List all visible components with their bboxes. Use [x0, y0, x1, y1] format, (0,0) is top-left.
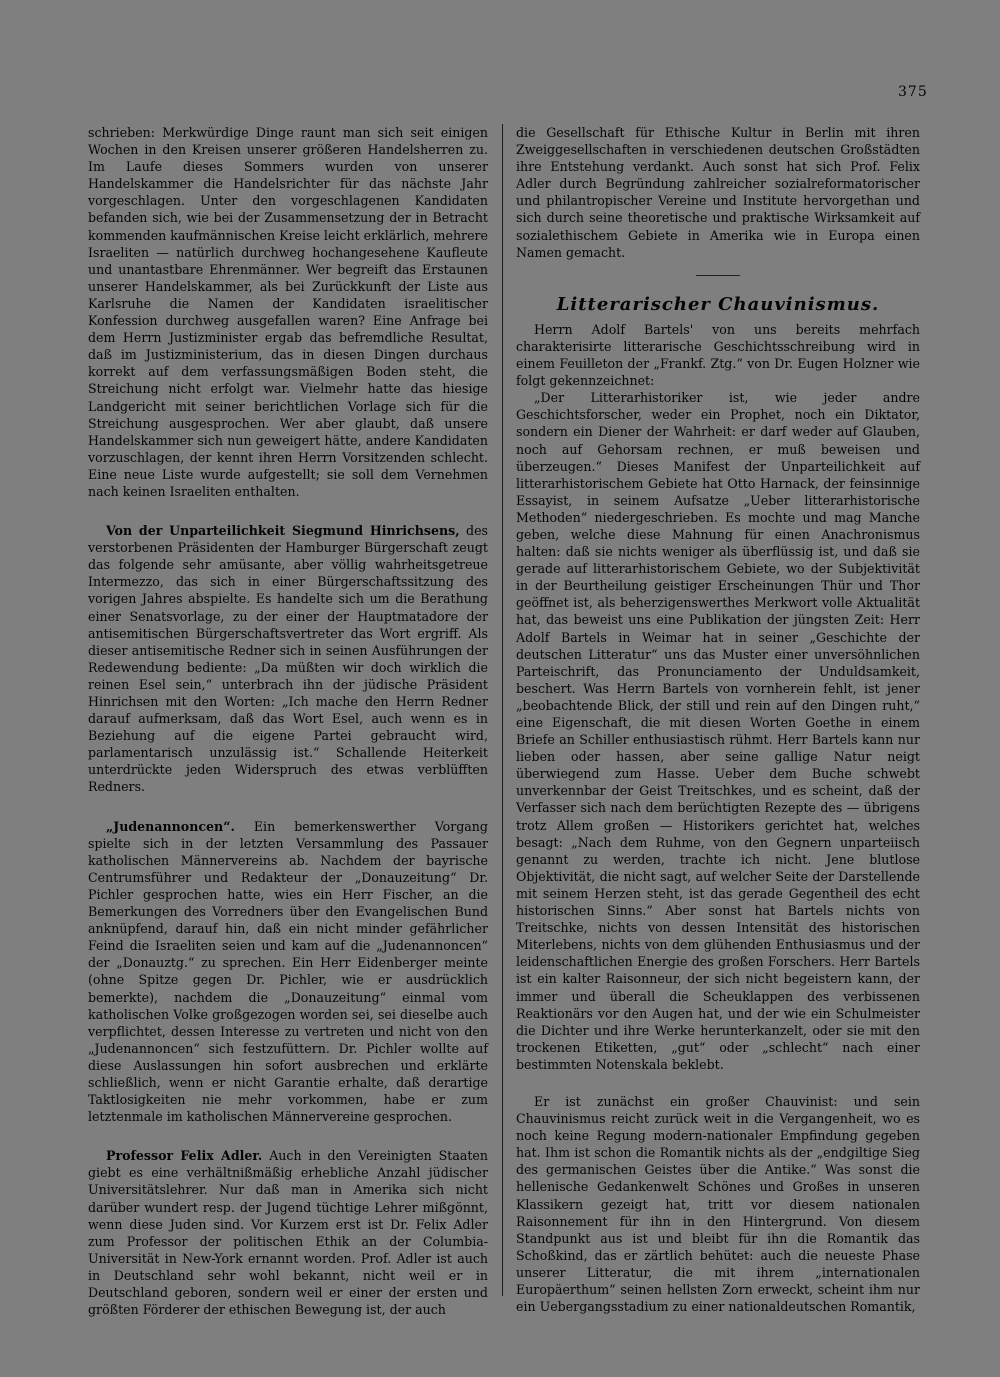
run-in-heading: „Judenannoncen“. [106, 818, 235, 834]
run-in-heading: Von der Unparteilichkeit Siegmund Hinrichsens, [106, 523, 460, 539]
run-in-heading: Professor Felix Adler. [106, 1148, 263, 1164]
paragraph-felix-adler [88, 1147, 488, 1318]
paragraph-spacer [88, 1125, 488, 1147]
paragraph-judenannoncen [88, 818, 488, 1126]
section-heading: Litterarischer Chauvinismus. [556, 293, 880, 315]
section-divider [696, 275, 740, 276]
paragraph-hinrichsen [88, 522, 488, 796]
paragraph-spacer [88, 500, 488, 522]
paragraph-bartels-quote: „Der Litterarhistoriker ist, wie jeder andre Geschichtsforscher, weder ein Prophet, noch ein Diktator, sondern ein Diener der Wahrheit: er darf weder auf Glauben, noch auf Gehorsam rechnen, er muß beweisen und überzeugen.“ Dieses Manifest der Unparteilichkeit auf litterarhistorischem Gebiete hat Otto Harnack, der feinsinnige Essayist, in seinem Aufsatze „Ueber litterarhistorische Methoden“ niedergeschrieben. Es mochte und mag Manche geben, welche diese Mahnung für einen Anachronismus halten: daß sie nichts weniger als überflüssig ist, und daß sie gerade auf litterarhistorischem Gebiete, wo der Subjektivität in der Beurtheilung geistiger Erscheinungen Thür und Thor geöffnet ist, als beherzigenswerthes Merkwort volle Aktualität hat, das beweist uns eine Publikation der jüngsten Zeit: Herr Adolf Bartels in Weimar hat in seiner „Geschichte der deutschen Litteratur“ uns das Muster einer unversöhnlichen Parteischrift, das Pronunciamento der Unduldsamkeit, beschert. Was Herrn Bartels von vornherein fehlt, ist jener „beobachtende Blick, der still und rein auf den Dingen ruht,“ eine Eigenschaft, die mit diesen Worten Goethe in einem Briefe an Schiller enthusiastisch rühmt. Herr Bartels kann nur lieben oder hassen, aber seine gallige Natur neigt überwiegend zum Hasse. Ueber dem Buche schwebt unverkennbar der Geist Treitschkes, und es scheint, daß der Verfasser sich nach dem berüchtigten Rezepte des — übrigens trotz Allem großen — Historikers gerichtet hat, welches besagt: „Nach dem Ruhme, von den Gegnern unparteiisch genannt zu werden, trachte ich nicht. Jene blutlose Objektivität, die nicht sagt, auf welcher Seite der Darstellende mit seinem Herzen steht, ist das gerade Gegentheil des echt historischen Sinns.“ Aber sonst hat Bartels nichts von Treitschke, nichts von dessen Intensität des historischen Miterlebens, nichts von dem glühenden Enthusiasmus und der leidenschaftlichen Energie des großen Forschers. Herr Bartels ist ein kalter Raisonneur, der sich nicht begeistern kann, der immer und überall die Scheuklappen des verbissenen Reaktionärs vor den Augen hat, und der wie ein Schulmeister die Dichter und ihre Werke herunterkanzelt, oder sie mit den trockenen Etiketten, „gut“ oder „schlecht“ nach einer bestimmten Notenskala beklebt. [516, 390, 920, 1072]
paragraph-text: Auch in den Vereinigten Staaten giebt es eine verhältnißmäßig erhebliche Anzahl jüdischer Universitätslehrer. Nur daß man in Amerika sich nicht darüber wundert resp. der Jugend tüchtige Lehrer mißgönnt, wenn diese Juden sind. Vor Kurzem erst ist Dr. Felix Adler zum Professor der politischen Ethik an der Columbia-Universität in New-York ernannt worden. Prof. Adler ist auch in Deutschland sehr wohl bekannt, nicht weil er in Deutschland geboren, sondern weil er einer der ersten und größten Förderer der ethischen Bewegung ist, der auch [88, 1148, 488, 1318]
right-column [516, 124, 920, 1315]
paragraph-text: des verstorbenen Präsidenten der Hamburger Bürgerschaft zeugt das folgende sehr amüsante, aber völlig wahrheitsgetreue Intermezzo, das sich in einer Bürgerschaftssitzung des vorigen Jahres abspielte. Es handelte sich um die Berathung einer Senatsvorlage, zu der einer der Hauptmatadore der antisemitischen Bürgerschaftsvertreter das Wort ergriff. Als dieser antisemitische Redner sich in seinen Ausführungen der Redewendung bediente: „Da müßten wir doch wirklich die reinen Esel sein,“ unterbrach ihn der jüdische Präsident Hinrichsen mit den Worten: „Ich mache den Herrn Redner darauf aufmerksam, daß das Wort Esel, auch wenn es in Beziehung auf die eigene Partei gebraucht wird, parlamentarisch unzulässig ist.“ Schallende Heiterkeit unterdrückte jeden Widerspruch des etwas verblüfften Redners. [88, 523, 488, 795]
paragraph-bartels-intro: Herrn Adolf Bartels' von uns bereits mehrfach charakterisirte litterarische Geschichtsschreibung wird in einem Feuilleton der „Frankf. Ztg.“ von Dr. Eugen Holzner wie folgt gekennzeichnet: [516, 321, 920, 389]
page-number: 375 [898, 84, 928, 100]
column-divider [502, 124, 503, 1296]
paragraph-ethische-kultur: die Gesellschaft für Ethische Kultur in Berlin mit ihren Zweiggesellschaften in verschiedenen deutschen Großstädten ihre Entstehung verdankt. Auch sonst hat sich Prof. Felix Adler durch Begründung zahlreicher sozialreformatorischer und philantropischer Vereine und Institute hervorgethan und sich durch seine theoretische und praktische Wirksamkeit auf sozialethischem Gebiete in Amerika wie in Europa einen Namen gemacht. [516, 125, 920, 260]
paragraph-chauvinist: Er ist zunächst ein großer Chauvinist: und sein Chauvinismus reicht zurück weit in die Vergangenheit, wo es noch keine Regung modern-nationaler Empfindung gegeben hat. Ihm ist schon die Romantik nichts als der „endgiltige Sieg des germanischen Geistes über die Antike.“ Was sonst die hellenische Gedankenwelt Schönes und Großes in unseren Klassikern gezeigt hat, tritt vor diesem nationalen Raisonnement für ihn in den Hintergrund. Von diesem Standpunkt aus ist und bleibt für ihn die Romantik das Schoßkind, das er zärtlich behütet: auch die neueste Phase unserer Litteratur, die mit ihrem „internationalen Europäerthum“ seinen hellsten Zorn erweckt, scheint ihm nur ein Uebergangsstadium zu einer nationaldeutschen Romantik, [516, 1093, 920, 1315]
left-column [88, 124, 488, 1318]
paragraph-text: Ein bemerkenswerther Vorgang spielte sich in der letzten Versammlung des Passauer katholischen Männervereins ab. Nachdem der bayrische Centrumsführer und Redakteur der „Donauzeitung“ Dr. Pichler gesprochen hatte, wies ein Herr Fischer, an die Bemerkungen des Vorredners über den Evangelischen Bund anknüpfend, darauf hin, daß ein nicht minder gefährlicher Feind die Israeliten seien und kam auf die „Judenannoncen“ der „Donauztg.“ zu sprechen. Ein Herr Eidenberger meinte (ohne Spitze gegen Dr. Pichler, wie er ausdrücklich bemerkte), nachdem die „Donauzeitung“ einmal vom katholischen Volke großgezogen worden sei, sei dieselbe auch verpflichtet, dessen Interesse zu vertreten und nicht von den „Judenannoncen“ sich festzufüttern. Dr. Pichler wollte auf diese Auslassungen hin sofort ausbrechen und erklärte schließlich, wenn er nicht Garantie erhalte, daß derartige Taktlosigkeiten nie mehr vorkommen, habe er zum letztenmale im katholischen Männervereine gesprochen. [88, 818, 488, 1125]
paragraph-spacer [88, 796, 488, 818]
paragraph-spacer [516, 1073, 920, 1093]
paragraph-handelsrichter: schrieben: Merkwürdige Dinge raunt man sich seit einigen Wochen in den Kreisen unserer größeren Handelsherren zu. Im Laufe dieses Sommers wurden von unserer Handelskammer die Handelsrichter für das nächste Jahr vorgeschlagen. Unter den vorgeschlagenen Kandidaten befanden sich, wie bei der Zusammensetzung der in Betracht kommenden kaufmännischen Kreise leicht erklärlich, mehrere Israeliten — natürlich durchweg hochangesehene Kaufleute und unantastbare Ehrenmänner. Wer begreift das Erstaunen unserer Handelskammer, als bei Zurückkunft der Liste aus Karlsruhe die Namen der Kandidaten israelitischer Konfession durchweg ausgefallen waren? Eine Anfrage bei dem Herrn Justizminister ergab das befremdliche Resultat, daß im Justizministerium, das in diesen Dingen durchaus korrekt auf dem verfassungsmäßigen Boden steht, die Streichung nicht erfolgt war. Vielmehr hatte das hiesige Landgericht mit seiner berichtlichen Vorlage sich für die Streichung ausgesprochen. Wer aber glaubt, daß unsere Handelskammer sich nun geweigert hätte, andere Kandidaten vorzuschlagen, der kennt ihren Herrn Vorsitzenden schlecht. Eine neue Liste wurde aufgestellt; sie soll dem Vernehmen nach keinen Israeliten enthalten. [88, 125, 488, 499]
